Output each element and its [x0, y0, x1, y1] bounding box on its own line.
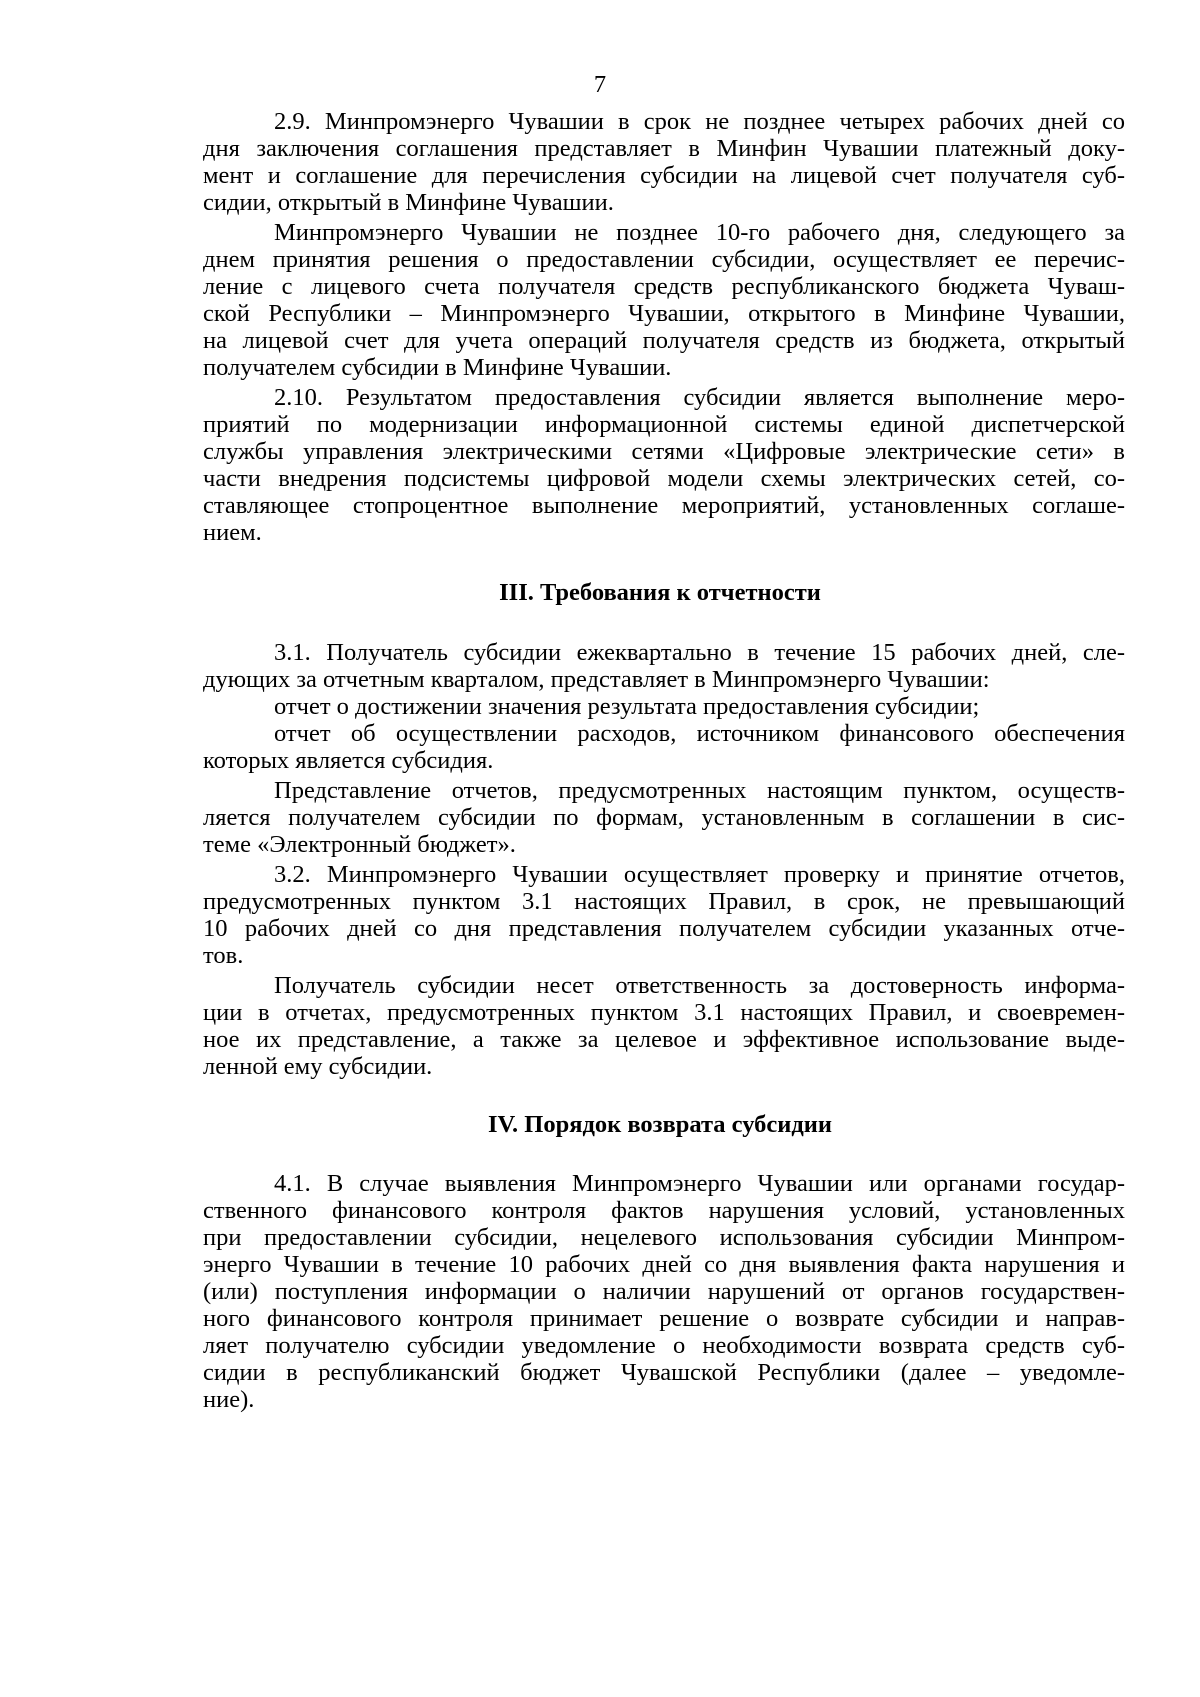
text-line: приятий по модернизации информационной системы единой диспетчерской	[203, 411, 1125, 438]
section-heading-4: IV. Порядок возврата субсидии	[487, 1111, 833, 1138]
text-line: ние).	[203, 1386, 255, 1413]
text-line: теме «Электронный бюджет».	[203, 831, 516, 858]
text-line: сидии в республиканский бюджет Чувашской Республики (далее – уведомле-	[203, 1359, 1125, 1386]
text-line: энерго Чувашии в течение 10 рабочих дней со дня выявления факта нарушения и	[203, 1251, 1125, 1278]
text-line: отчет о достижении значения результата предоставления субсидии;	[274, 693, 980, 720]
text-line: ляет получателю субсидии уведомление о необходимости возврата средств суб-	[203, 1332, 1125, 1359]
text-line: ставляющее стопроцентное выполнение мероприятий, установленных соглаше-	[203, 492, 1125, 519]
text-line: (или) поступления информации о наличии нарушений от органов государствен-	[203, 1278, 1125, 1305]
text-line: нием.	[203, 519, 262, 546]
text-line: ственного финансового контроля фактов нарушения условий, установленных	[203, 1197, 1125, 1224]
text-line: днем принятия решения о предоставлении субсидии, осуществляет ее перечис-	[203, 246, 1125, 273]
text-line: тов.	[203, 942, 244, 969]
text-line: ляется получателем субсидии по формам, установленным в соглашении в сис-	[203, 804, 1125, 831]
text-line: ленной ему субсидии.	[203, 1053, 433, 1080]
text-line: ного финансового контроля принимает решение о возврате субсидии и направ-	[203, 1305, 1125, 1332]
text-line: 2.9. Минпромэнерго Чувашии в срок не позднее четырех рабочих дней со	[274, 108, 1125, 135]
text-line: 10 рабочих дней со дня представления получателем субсидии указанных отче-	[203, 915, 1125, 942]
text-line: службы управления электрическими сетями «Цифровые электрические сети» в	[203, 438, 1125, 465]
page-number: 7	[593, 71, 607, 98]
text-line: дующих за отчетным кварталом, представляет в Минпромэнерго Чувашии:	[203, 666, 990, 693]
text-line: части внедрения подсистемы цифровой модели схемы электрических сетей, со-	[203, 465, 1125, 492]
text-line: мент и соглашение для перечисления субсидии на лицевой счет получателя суб-	[203, 162, 1125, 189]
text-line: ции в отчетах, предусмотренных пунктом 3.1 настоящих Правил, и своевремен-	[203, 999, 1125, 1026]
text-line: 2.10. Результатом предоставления субсидии является выполнение меро-	[274, 384, 1125, 411]
text-line: 4.1. В случае выявления Минпромэнерго Чувашии или органами государ-	[274, 1170, 1125, 1197]
text-line: Представление отчетов, предусмотренных настоящим пунктом, осуществ-	[274, 777, 1125, 804]
text-line: отчет об осуществлении расходов, источником финансового обеспечения	[274, 720, 1125, 747]
text-line: сидии, открытый в Минфине Чувашии.	[203, 189, 614, 216]
text-line: ление с лицевого счета получателя средств республиканского бюджета Чуваш-	[203, 273, 1125, 300]
text-line: Получатель субсидии несет ответственность за достоверность информа-	[274, 972, 1125, 999]
text-line: при предоставлении субсидии, нецелевого использования субсидии Минпром-	[203, 1224, 1125, 1251]
text-line: предусмотренных пунктом 3.1 настоящих Правил, в срок, не превышающий	[203, 888, 1125, 915]
text-line: Минпромэнерго Чувашии не позднее 10-го рабочего дня, следующего за	[274, 219, 1125, 246]
text-line: дня заключения соглашения представляет в Минфин Чувашии платежный доку-	[203, 135, 1125, 162]
text-line: 3.1. Получатель субсидии ежеквартально в течение 15 рабочих дней, сле-	[274, 639, 1125, 666]
text-line: получателем субсидии в Минфине Чувашии.	[203, 354, 672, 381]
text-line: 3.2. Минпромэнерго Чувашии осуществляет проверку и принятие отчетов,	[274, 861, 1125, 888]
section-heading-3: III. Требования к отчетности	[499, 579, 821, 606]
text-line: ное их представление, а также за целевое и эффективное использование выде-	[203, 1026, 1125, 1053]
text-line: на лицевой счет для учета операций получателя средств из бюджета, открытый	[203, 327, 1125, 354]
text-line: которых является субсидия.	[203, 747, 494, 774]
text-line: ской Республики – Минпромэнерго Чувашии, открытого в Минфине Чувашии,	[203, 300, 1125, 327]
